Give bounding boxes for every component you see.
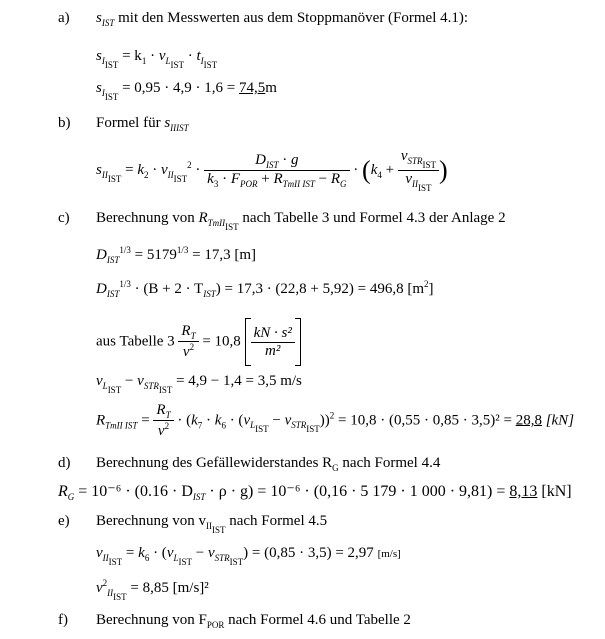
tab3-frac: $\frac{R_T}{v^2}$	[178, 323, 198, 361]
label-d: d)	[58, 455, 71, 471]
eq-e2: $v^2_{II_{IST}} = 8,85$ [m/s]²	[96, 578, 209, 602]
eq-a2: $s_{I_{IST}} = 0,95 \cdot 4,9 \cdot 1,6 = 74,5m$	[96, 80, 277, 102]
section-d-text: Berechnung des Gefällewiderstandes R	[96, 455, 333, 471]
eq-c5: $R_{TmII IST}$ = $\frac{R_T}{v^2}$ · $(k_7 \cdot k_6 \cdot (v_{L_{IST}} - v_{STR_{IST}}))^2 = 10,8 \cdot (0,55 \cdot 0,85 \cdot 3,5)^2 = 28,8$ [kN]	[96, 402, 575, 439]
eq-c1-value: = 5179	[134, 247, 177, 263]
label-f: f)	[58, 612, 68, 628]
eq-c2: $D_{IST}^{1/3} \cdot (B + 2 \cdot T_{IST}) = 17,3 \cdot (22,8 + 5,92) = 496,8$ $[m^2]$	[96, 279, 434, 299]
section-e-text: Berechnung von v	[96, 513, 206, 529]
eq-c1-exp: 1/3	[176, 245, 189, 255]
eq-d-mid: · ρ · g) = 10⁻⁶ · (0,16 · 5 179 · 1 000 · 9,81) =	[209, 483, 510, 500]
eq-c5-result: 28,8	[515, 412, 542, 429]
eq-c2-tail: ) = 17,3 · (22,8 + 5,92) = 496,8 [m	[215, 281, 425, 297]
eq-a2-rhs: = 0,95 · 4,9 · 1,6 =	[122, 80, 240, 96]
eq-c4-tail: = 4,9 − 1,4 = 3,5 m/s	[176, 373, 302, 389]
eq-a2-unit: m	[265, 80, 277, 96]
tab3-pre: aus Tabelle 3	[96, 333, 175, 350]
section-b-text: Formel für	[96, 115, 161, 131]
section-f-heading	[96, 612, 411, 630]
eq-d-unit: [kN]	[541, 483, 572, 500]
eq-d: $R_G = 10^{-6} \cdot (0.16 \cdot D_{IST} \cdot \rho \cdot g) = 10^{-6} \cdot (0,16 \cdot 5$ 179 · 1 000 · 9,81) = 8,13 [kN]	[58, 483, 572, 502]
section-c-heading: Berechnung von $R_{TmII_{IST}}$ nach Tabelle 3 und Formel 4.3 der Anlage 2	[96, 210, 506, 232]
section-c-text: nach Tabelle 3 und Formel 4.3 der Anlage 2	[242, 210, 506, 226]
eq-d-result: 8,13	[509, 483, 538, 500]
label-b: b)	[58, 115, 71, 131]
section-d-post: nach Formel 4.4	[342, 455, 441, 471]
section-b-heading: Formel für $s_{IIIST}$	[96, 115, 189, 133]
eq-b: $s_{II_{IST}} = k_2 \cdot v_{II_{IST}}^2$ · $\frac{D_{IST} \cdot g}{k_3 \cdot F_{POR} + R_{TmII IST} - R_G}$ · ($k_4$ + $\frac{v_{STR_{IST}}}{v_{II_{IST}}}$ )	[96, 148, 448, 193]
eq-c5-frac: $\frac{R_T}{v^2}$	[153, 402, 173, 440]
eq-e1: $v_{II_{IST}} = k_6 \cdot (v_{L_{IST}} - v_{STR_{IST}}) = (0,85 \cdot 3,5) = 2,97$ [m/s]	[96, 545, 401, 567]
eq-a1-rhs: = k	[122, 48, 142, 64]
label-e: e)	[58, 513, 70, 529]
eq-e2-tail: = 8,85 [m/s]²	[130, 580, 209, 596]
eq-c5-unit: [kN]	[545, 412, 575, 429]
eq-e1-tail: ) = (0,85 · 3,5) = 2,97	[243, 545, 374, 561]
section-a-heading: $s_{IST}$ mit den Messwerten aus dem Stoppmanöver (Formel 4.1):	[96, 10, 469, 28]
eq-e1-unit: [m/s]	[377, 548, 401, 560]
eq-b-frac: $\frac{D_{IST} \cdot g}{k_3 \cdot F_{POR} + R_{TmII IST} - R_G}$	[204, 152, 349, 189]
section-e-post: nach Formel 4.5	[229, 513, 328, 529]
eq-c1: $D_{IST}^{1/3} = 5179^{1/3} = 17,3$ [m]	[96, 245, 256, 265]
label-a: a)	[58, 10, 70, 26]
eq-c3	[96, 318, 301, 366]
eq-a2-result: 74,5	[239, 80, 266, 96]
eq-a1: $s_{I_{IST}} = k_1 \cdot v_{L_{IST}} \cdot t_{I_{IST}}$	[96, 48, 218, 70]
eq-c5-tail: = 10,8 · (0,55 · 0,85 · 3,5)² =	[338, 412, 516, 429]
section-a-text: mit den Messwerten aus dem Stoppmanöver (Formel 4.1):	[118, 10, 469, 26]
eq-b-frac2: $\frac{v_{STR_{IST}}}{v_{II_{IST}}}$	[398, 148, 439, 193]
section-d-heading	[96, 455, 440, 473]
label-c: c)	[58, 210, 70, 226]
section-f-post: nach Formel 4.6 und Tabelle 2	[228, 612, 411, 628]
eq-c2-mid: · (B + 2 · T	[134, 281, 204, 297]
tab3-unit	[251, 325, 295, 360]
section-f-sub: POR	[206, 620, 225, 630]
section-f-text: Berechnung von F	[96, 612, 207, 628]
tab3-unit-den: m²	[265, 342, 281, 359]
section-e-heading: Berechnung von $v_{II_{IST}}$ nach Formel 4.5	[96, 513, 328, 535]
eq-c4: $v_{L_{IST}} - v_{STR_{IST}} = 4,9 - 1,4 = 3,5$ m/s	[96, 373, 302, 395]
tab3-val: = 10,8	[202, 333, 241, 350]
eq-d-start: = 10⁻⁶ · (0.16 · D	[78, 483, 193, 500]
section-d-sub: G	[332, 463, 339, 473]
eq-c1-tail: = 17,3 [m]	[192, 247, 256, 263]
tab3-unit-num: kN · s²	[253, 324, 292, 341]
